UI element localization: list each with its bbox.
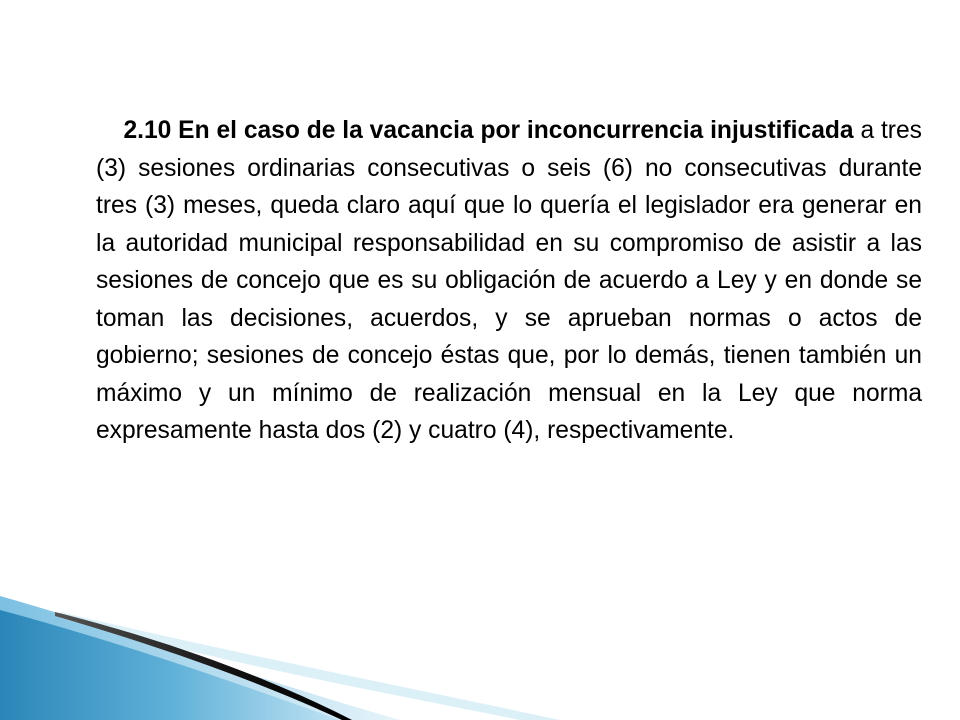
swoosh-highlight <box>60 612 560 720</box>
swoosh-light-blue <box>0 596 400 720</box>
swoosh-blue <box>0 610 340 720</box>
body-paragraph <box>96 112 922 450</box>
paragraph-body: a tres (3) sesiones ordinarias consecutivas o seis (6) no consecutivas durante tres (3) meses, queda claro aquí que lo quería el legislador era generar en la autoridad municipal responsabilidad en su compromiso de asistir a las sesiones de concejo que es su obligación de acuerdo a Ley y en donde se toman las decisiones, acuerdos, y se aprueban normas o actos de gobierno; sesiones de concejo éstas que, por lo demás, tienen también un máximo y un mínimo de realización mensual en la Ley que norma expresamente hasta dos (2) y cuatro (4), respectivamente. <box>96 117 922 444</box>
paragraph-lead-number: 2.10 <box>123 117 172 144</box>
swoosh-dark <box>55 612 352 720</box>
paragraph-bold-phrase: En el caso de la vacancia por inconcurrencia injustificada <box>178 117 854 144</box>
